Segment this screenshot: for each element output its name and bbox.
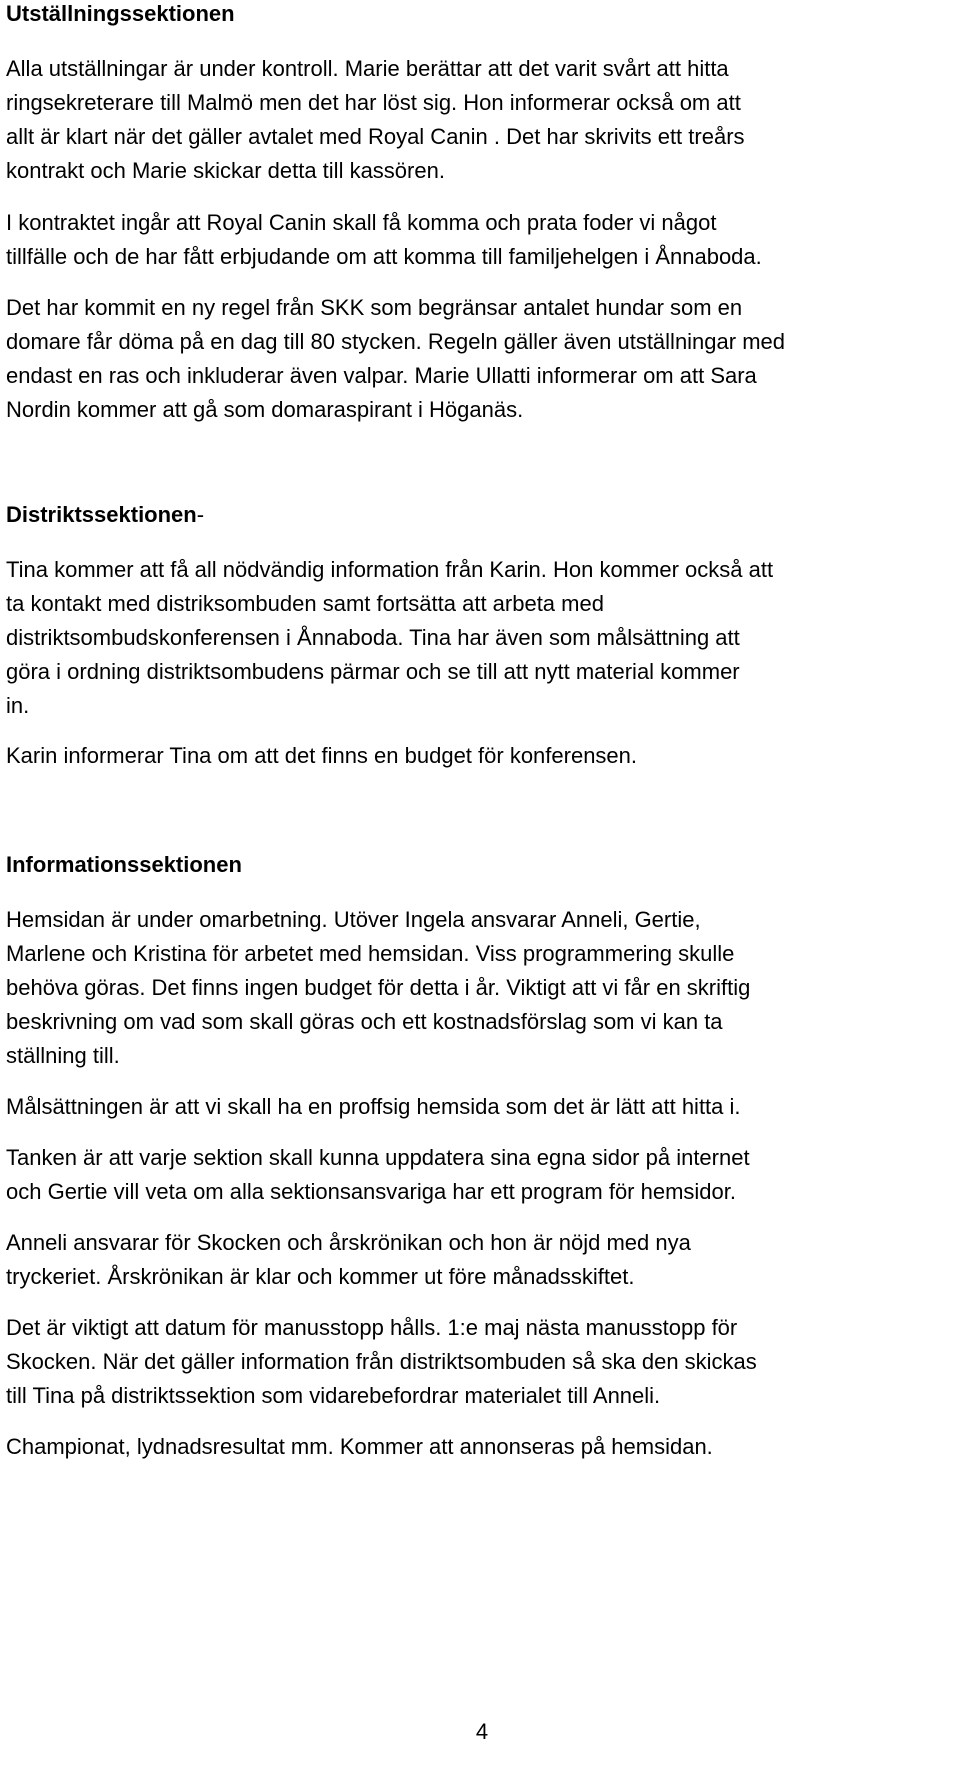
text-line: I kontraktet ingår att Royal Canin skall få komma och prata foder vi något <box>6 210 717 235</box>
document-body <box>6 0 956 1464</box>
paragraph <box>6 291 956 427</box>
text-line: beskrivning om vad som skall göras och ett kostnadsförslag som vi kan ta <box>6 1009 723 1034</box>
text-line: Karin informerar Tina om att det finns en budget för konferensen. <box>6 743 638 768</box>
text-line: endast en ras och inkluderar även valpar. Marie Ullatti informerar om att Sara <box>6 363 757 388</box>
section-heading <box>6 499 956 531</box>
text-line: allt är klart när det gäller avtalet med Royal Canin . Det har skrivits ett treårs <box>6 124 745 149</box>
section-heading-suffix: - <box>196 502 205 527</box>
text-line: Nordin kommer att gå som domaraspirant i Höganäs. <box>6 397 524 422</box>
text-line: Championat, lydnadsresultat mm. Kommer att annonseras på hemsidan. <box>6 1434 713 1459</box>
text-line: in. <box>6 693 30 718</box>
text-line: Marlene och Kristina för arbetet med hemsidan. Viss programmering skulle <box>6 941 735 966</box>
paragraph <box>6 206 956 274</box>
text-line: tryckeriet. Årskrönikan är klar och kommer ut före månadsskiftet. <box>6 1264 635 1289</box>
text-line: och Gertie vill veta om alla sektionsansvariga har ett program för hemsidor. <box>6 1179 736 1204</box>
section-heading: Utställningssektionen <box>6 1 235 26</box>
text-line: Det har kommit en ny regel från SKK som begränsar antalet hundar som en <box>6 295 743 320</box>
paragraph <box>6 903 956 1073</box>
text-line: behöva göras. Det finns ingen budget för detta i år. Viktigt att vi får en skriftig <box>6 975 751 1000</box>
paragraph <box>6 553 956 723</box>
text-line: Målsättningen är att vi skall ha en proffsig hemsida som det är lätt att hitta i. <box>6 1094 741 1119</box>
text-line: göra i ordning distriktsombudens pärmar och se till att nytt material kommer <box>6 659 740 684</box>
text-line: ringsekreterare till Malmö men det har löst sig. Hon informerar också om att <box>6 90 741 115</box>
text-line: Skocken. När det gäller information från distriktsombuden så ska den skickas <box>6 1349 757 1374</box>
section-utstallning <box>6 0 956 427</box>
text-line: Hemsidan är under omarbetning. Utöver Ingela ansvarar Anneli, Gertie, <box>6 907 701 932</box>
paragraph <box>6 1430 956 1464</box>
text-line: Tina kommer att få all nödvändig information från Karin. Hon kommer också att <box>6 557 774 582</box>
paragraph <box>6 1226 956 1294</box>
text-line: Alla utställningar är under kontroll. Marie berättar att det varit svårt att hitta <box>6 56 729 81</box>
text-line: tillfälle och de har fått erbjudande om att komma till familjehelgen i Ånnaboda. <box>6 244 762 269</box>
section-heading-text: Distriktssektionen <box>6 502 197 527</box>
text-line: till Tina på distriktssektion som vidarebefordrar materialet till Anneli. <box>6 1383 661 1408</box>
text-line: ställning till. <box>6 1043 120 1068</box>
section-heading: Informationssektionen <box>6 852 242 877</box>
section-information <box>6 849 956 1464</box>
text-line: Det är viktigt att datum för manusstopp hålls. 1:e maj nästa manusstopp för <box>6 1315 738 1340</box>
text-line: ta kontakt med distriksombuden samt fortsätta att arbeta med <box>6 591 604 616</box>
paragraph <box>6 1311 956 1413</box>
section-distrikt <box>6 499 956 773</box>
text-line: domare får döma på en dag till 80 stycken. Regeln gäller även utställningar med <box>6 329 786 354</box>
text-line: kontrakt och Marie skickar detta till kassören. <box>6 158 445 183</box>
paragraph <box>6 1141 956 1209</box>
page-number: 4 <box>475 1719 489 1744</box>
text-line: Anneli ansvarar för Skocken och årskrönikan och hon är nöjd med nya <box>6 1230 691 1255</box>
paragraph <box>6 52 956 188</box>
text-line: distriktsombudskonferensen i Ånnaboda. Tina har även som målsättning att <box>6 625 740 650</box>
text-line: Tanken är att varje sektion skall kunna uppdatera sina egna sidor på internet <box>6 1145 750 1170</box>
paragraph <box>6 739 956 773</box>
paragraph <box>6 1090 956 1124</box>
